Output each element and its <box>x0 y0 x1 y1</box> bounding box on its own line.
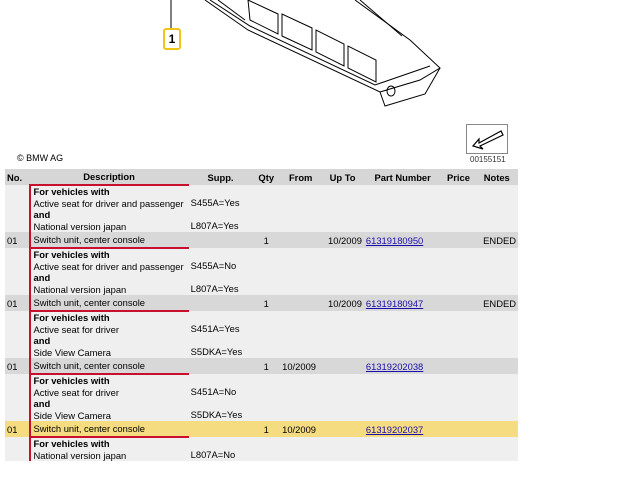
condition-line: and <box>33 209 51 220</box>
part-row[interactable] <box>5 358 518 374</box>
part-no: 01 <box>5 358 30 374</box>
supp-code: S5DKA=Yes <box>190 408 243 420</box>
part-from <box>280 295 321 311</box>
callout-1[interactable]: 1 <box>163 28 181 50</box>
condition-row <box>5 311 518 358</box>
condition-line: and <box>33 335 51 346</box>
condition-row <box>5 185 518 232</box>
condition-supp <box>189 437 253 461</box>
part-from: 10/2009 <box>280 358 321 374</box>
condition-line: National version japan <box>33 220 127 232</box>
header-notes: Notes <box>475 169 518 185</box>
part-notes <box>475 421 518 437</box>
condition-description <box>30 311 189 358</box>
part-up-to <box>321 358 364 374</box>
condition-line: For vehicles with <box>33 249 110 260</box>
condition-line: National version japan <box>33 283 127 295</box>
part-description: Switch unit, center console <box>30 421 189 437</box>
condition-line: Active seat for driver <box>33 323 119 335</box>
part-row[interactable] <box>5 232 518 248</box>
header-qty: Qty <box>252 169 280 185</box>
copyright-text: © BMW AG <box>17 153 64 163</box>
part-up-to <box>321 421 364 437</box>
condition-line: and <box>33 398 51 409</box>
part-qty: 1 <box>252 295 280 311</box>
parts-table <box>5 169 518 461</box>
condition-line: For vehicles with <box>33 438 110 449</box>
condition-row <box>5 374 518 421</box>
part-from: 10/2009 <box>280 421 321 437</box>
supp-code: S5DKA=Yes <box>190 345 243 357</box>
condition-line: National version japan <box>33 449 127 461</box>
table-header-row <box>5 169 518 185</box>
condition-description <box>30 248 189 295</box>
header-up-to: Up To <box>321 169 364 185</box>
condition-line: For vehicles with <box>33 375 110 386</box>
part-no: 01 <box>5 232 30 248</box>
supp-code: L807A=Yes <box>190 219 239 231</box>
supp-code: S451A=Yes <box>190 322 240 334</box>
condition-description <box>30 437 189 461</box>
part-notes: ENDED <box>475 295 518 311</box>
condition-line: Side View Camera <box>33 346 111 358</box>
condition-supp <box>189 185 253 232</box>
part-price <box>441 232 475 248</box>
next-diagram-arrow-button[interactable] <box>466 124 508 154</box>
part-qty: 1 <box>252 421 280 437</box>
condition-line: and <box>33 272 51 283</box>
condition-row <box>5 248 518 295</box>
part-price <box>441 358 475 374</box>
condition-line: Active seat for driver and passenger <box>33 260 184 272</box>
part-description: Switch unit, center console <box>30 358 189 374</box>
header-supp: Supp. <box>189 169 253 185</box>
condition-line: Active seat for driver and passenger <box>33 197 184 209</box>
part-number-link[interactable]: 61319180947 <box>365 297 424 309</box>
header-part-number: Part Number <box>364 169 442 185</box>
part-no: 01 <box>5 295 30 311</box>
part-qty: 1 <box>252 358 280 374</box>
header-no: No. <box>5 169 30 185</box>
part-up-to: 10/2009 <box>321 295 364 311</box>
condition-line: Side View Camera <box>33 409 111 421</box>
part-notes <box>475 358 518 374</box>
part-notes: ENDED <box>475 232 518 248</box>
condition-supp <box>189 248 253 295</box>
supp-code: S451A=No <box>190 385 237 397</box>
part-number-link[interactable]: 61319180950 <box>365 234 424 246</box>
part-row-selected[interactable] <box>5 421 518 437</box>
part-description: Switch unit, center console <box>30 232 189 248</box>
condition-line: For vehicles with <box>33 312 110 323</box>
image-id: 00155151 <box>470 155 506 164</box>
part-description: Switch unit, center console <box>30 295 189 311</box>
supp-code: L807A=Yes <box>190 282 239 294</box>
part-row[interactable] <box>5 295 518 311</box>
supp-code: S455A=No <box>190 259 237 271</box>
condition-line: For vehicles with <box>33 186 110 197</box>
header-description: Description <box>30 169 189 185</box>
condition-supp <box>189 311 253 358</box>
supp-code: L807A=No <box>190 448 236 460</box>
part-price <box>441 295 475 311</box>
header-from: From <box>280 169 321 185</box>
condition-supp <box>189 374 253 421</box>
part-from <box>280 232 321 248</box>
part-up-to: 10/2009 <box>321 232 364 248</box>
part-qty: 1 <box>252 232 280 248</box>
arrow-icon <box>467 125 507 153</box>
header-price: Price <box>441 169 475 185</box>
condition-line: Active seat for driver <box>33 386 119 398</box>
part-price <box>441 421 475 437</box>
parts-diagram <box>0 0 640 168</box>
condition-description <box>30 185 189 232</box>
part-number-link[interactable]: 61319202037 <box>365 423 424 435</box>
part-no: 01 <box>5 421 30 437</box>
supp-code: S455A=Yes <box>190 196 240 208</box>
condition-description <box>30 374 189 421</box>
part-number-link[interactable]: 61319202038 <box>365 360 424 372</box>
switch-unit-illustration <box>0 0 640 168</box>
condition-row <box>5 437 518 461</box>
